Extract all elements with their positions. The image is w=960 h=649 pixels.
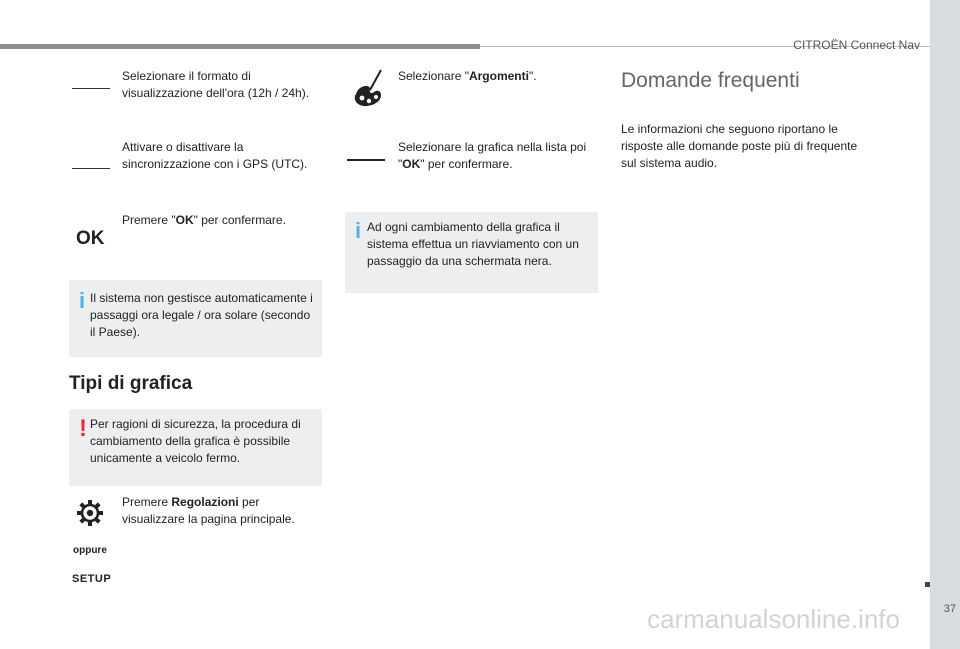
list-select-icon bbox=[347, 159, 385, 161]
info-box bbox=[345, 212, 598, 293]
page-header: CITROËN Connect Nav bbox=[793, 38, 920, 52]
step-themes: Selezionare "Argomenti". bbox=[398, 69, 537, 83]
palette-icon bbox=[350, 68, 386, 108]
step-select-theme: Selezionare la grafica nella lista poi "OK" per confermare. bbox=[398, 140, 587, 171]
info-box bbox=[69, 280, 322, 357]
step-gps-sync: Attivare o disattivare la sincronizzazione con i GPS (UTC). bbox=[122, 140, 308, 171]
step-settings: Premere Regolazioni per visualizzare la pagina principale. bbox=[122, 495, 295, 526]
warning-box-text: Per ragioni di sicurezza, la procedura di cambiamento della grafica è possibile unicamente a veicolo fermo. bbox=[90, 417, 301, 465]
info-icon: i bbox=[79, 288, 86, 313]
warning-box bbox=[69, 409, 322, 486]
toggle-dash-icon bbox=[72, 88, 110, 89]
ok-icon: OK bbox=[76, 228, 105, 249]
setup-button-label: SETUP bbox=[72, 573, 112, 585]
page-marker bbox=[925, 582, 930, 587]
top-rule-dark bbox=[0, 44, 480, 49]
or-label: oppure bbox=[73, 545, 107, 556]
watermark: carmanualsonline.info bbox=[647, 604, 900, 634]
page-number: 37 bbox=[943, 603, 956, 615]
toggle-dash-icon bbox=[72, 168, 110, 169]
step-time-format: Selezionare il formato di visualizzazione dell'ora (12h / 24h). bbox=[122, 69, 310, 100]
faq-title: Domande frequenti bbox=[621, 69, 800, 92]
info-box-text: Ad ogni cambiamento della grafica il sistema effettua un riavviamento con un passaggio da una schermata nera. bbox=[367, 220, 579, 268]
info-box-text: Il sistema non gestisce automaticamente i passaggi ora legale / ora solare (secondo il Paese). bbox=[90, 291, 313, 339]
side-tab bbox=[930, 0, 960, 649]
section-title: Tipi di grafica bbox=[69, 373, 193, 394]
warning-icon: ! bbox=[79, 415, 87, 442]
gear-icon bbox=[76, 499, 104, 527]
step-confirm: Premere "OK" per confermare. bbox=[122, 213, 286, 227]
faq-intro: Le informazioni che seguono riportano le risposte alle domande poste più di frequente sul sistema audio. bbox=[621, 122, 858, 170]
info-icon: i bbox=[355, 218, 362, 243]
